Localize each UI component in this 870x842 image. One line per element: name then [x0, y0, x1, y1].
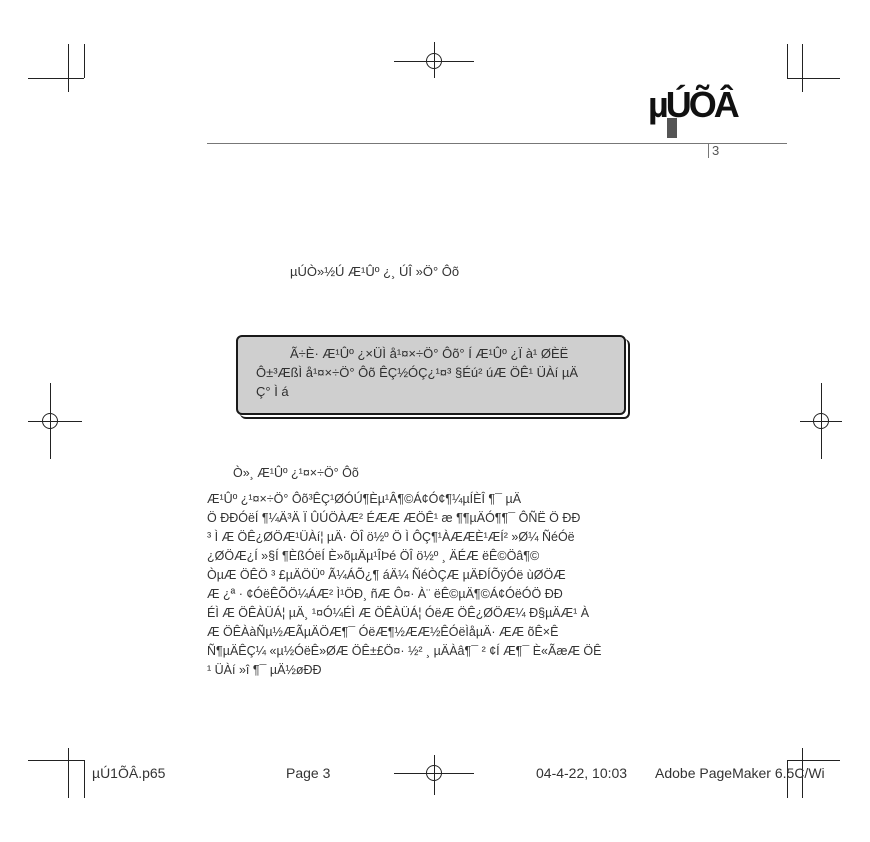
body-text-line: Ö ÐÐÓëÍ ¶¼Ä³Ä Ï ÛÚÖÀÆ² ÉÆÆ ÆÖÊ¹ æ ¶¶µÄÓ¶¶¯ ÔÑË Ö ÐÐ [207, 511, 581, 525]
slug-page-label: Page 3 [286, 765, 331, 781]
crop-mark-bottom-left-h [28, 760, 84, 761]
body-text-line: ¹ ÜÀí »î ¶¯ µÄ½øÐÐ [207, 663, 322, 677]
crop-mark-bottom-left-v2 [84, 760, 85, 798]
paragraph-heading: Ò»¸ Æ¹Ûº ¿¹¤×÷Ö° Ôõ [233, 466, 359, 480]
registration-circle-top-icon [426, 53, 442, 69]
body-text-line: Æ ¿ª · ¢ÓëÊÕÖ¼ÁÆ² Ì¹ÖÐ¸ ñÆ Ô¤· À¨ ëÊ©µÄ¶©Á¢ÓëÓÖ ÐÐ [207, 587, 563, 601]
section-title: µÚÒ»½Ú Æ¹Ûº ¿¸ ÚÎ »Ö° Ôõ [290, 264, 460, 279]
slug-file-name: µÚ1ÕÂ.p65 [92, 765, 166, 781]
body-text-line: ÒµÆ ÖÊÖ ³ £µÄÖÜº Ã¼ÁÕ¿¶ áÄ¼ ÑéÒÇÆ µÄÐÍÕÿÓë ùØÖÆ [207, 568, 566, 582]
crop-mark-top-left-v [68, 44, 69, 92]
body-text-line: Ñ¶µÄÊÇ¼ «µ½ÓëÊ»ØÆ ÖÊ±£Ö¤· ½² ¸ µÄÀâ¶¯ ² ¢Í Æ¶¯ È«ÃæÆ ÖÊ [207, 644, 602, 658]
note-box-line: Ç° Ì á [256, 384, 289, 399]
crop-mark-bottom-right-h [787, 760, 840, 761]
crop-mark-top-left-h [28, 78, 84, 79]
crop-mark-top-right-v [787, 44, 788, 78]
body-text-line: ³ Ì Æ ÖÊ¿ØÖÆ¹ÜÀí¦ µÄ· ÖÎ ö½º Ö Ì ÔÇ¶¹ÀÆÆÈ¹ÆÍ² »Ø¼ ÑéÓë [207, 530, 575, 544]
registration-circle-right-icon [813, 413, 829, 429]
slug-app-name: Adobe PageMaker 6.5C/Wi [655, 765, 825, 781]
body-text-line: Æ ÖÊÀàÑµ½ÆÃµÄÖÆ¶¯ ÓëÆ¶½ÆÆ½ÊÓëÌåµÄ· ÆÆ õÊ×Ê [207, 625, 559, 639]
chapter-title: µÚÕÂ [648, 84, 737, 125]
note-box-line: Ã÷È· Æ¹Ûº ¿×ÜÌ å¹¤×÷Ö° Ôõ° Í Æ¹Ûº ¿Ï à¹ ØÈË [290, 346, 569, 361]
header-rule [207, 143, 787, 144]
crop-mark-bottom-left-v [68, 748, 69, 798]
crop-mark-top-right-h [787, 78, 840, 79]
slug-date-time: 04-4-22, 10:03 [536, 765, 628, 781]
note-box [236, 335, 626, 415]
body-text-line: ÉÌ Æ ÖÊÀÜÁ¦ µÄ¸ ¹¤Ó¼ÉÌ Æ ÖÊÀÜÁ¦ ÓëÆ ÖÊ¿ØÖÆ¼ Ð§µÄÆ¹ À [207, 606, 590, 620]
crop-mark-top-right-v2 [802, 44, 803, 92]
body-text-line: ¿ØÖÆ¿Í »§Í ¶ÈßÓëÍ È»õµÄµ¹ÎÞé ÖÎ ö½º ¸ ÄÉÆ ëÊ©Öâ¶© [207, 549, 540, 563]
crop-mark-top-left-v2 [84, 44, 85, 78]
registration-circle-bottom-icon [426, 765, 442, 781]
body-text-line: Æ¹Ûº ¿¹¤×÷Ö° Ôõ³ÊÇ¹ØÓÚ¶Èµ¹Â¶©Á¢Ó¢¶¼µÍÈÎ ¶¯ µÄ [207, 492, 522, 506]
note-box-line: Ô±³ÆßÌ å¹¤×÷Ö° Ôõ ÊÇ½ÓÇ¿¹¤³ §Éú² úÆ ÖÊ¹ ÜÀí µÄ [256, 365, 579, 380]
page-number: 3 [708, 144, 719, 158]
registration-circle-left-icon [42, 413, 58, 429]
